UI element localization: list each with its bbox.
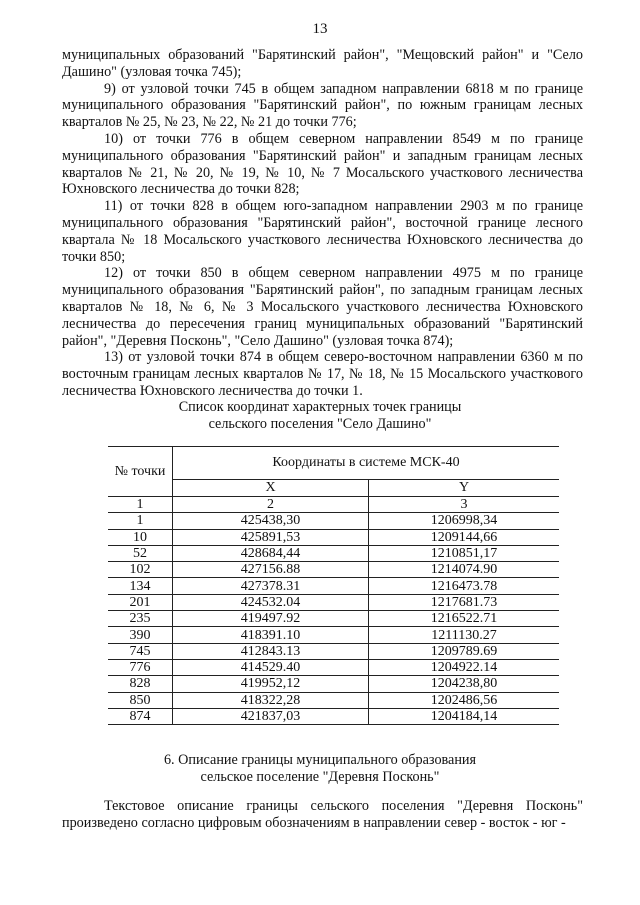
point-cell: 52 (108, 545, 173, 561)
table-row (108, 545, 559, 561)
y-cell: 1216473.78 (369, 578, 560, 594)
header-y: Y (369, 479, 560, 496)
x-cell: 424532.04 (173, 594, 369, 610)
y-cell: 1204922.14 (369, 659, 560, 675)
x-cell: 425438,30 (173, 513, 369, 529)
section-title-line-2: сельское поселение "Деревня Посконь" (200, 769, 440, 785)
column-number-row (108, 497, 559, 513)
column-number: 2 (173, 497, 369, 513)
paragraph-item-13: 13) от узловой точки 874 в общем северо-восточном направлении 6360 м по восточным границам лесных кварталов № 17, № 18, № 15 Мосальского участкового лесничества Юхновского лесничества до точки 1. (62, 349, 583, 399)
y-cell: 1210851,17 (369, 545, 560, 561)
table-row (108, 513, 559, 529)
y-cell: 1209144,66 (369, 529, 560, 545)
table-row (108, 627, 559, 643)
x-cell: 418391.10 (173, 627, 369, 643)
point-cell: 102 (108, 562, 173, 578)
header-coordinate-system: Координаты в системе МСК-40 (173, 447, 560, 480)
y-cell: 1216522.71 (369, 611, 560, 627)
y-cell: 1211130.27 (369, 627, 560, 643)
table-row (108, 562, 559, 578)
coordinates-table (108, 446, 559, 725)
point-cell: 390 (108, 627, 173, 643)
y-cell: 1204238,80 (369, 676, 560, 692)
table-row (108, 529, 559, 545)
page-number: 13 (312, 21, 328, 37)
point-cell: 10 (108, 529, 173, 545)
table-row (108, 676, 559, 692)
x-cell: 414529.40 (173, 659, 369, 675)
header-point-number: № точки (108, 447, 173, 497)
point-cell: 235 (108, 611, 173, 627)
point-cell: 201 (108, 594, 173, 610)
y-cell: 1214074.90 (369, 562, 560, 578)
point-cell: 828 (108, 676, 173, 692)
section-title-line-1: 6. Описание границы муниципального образования (163, 752, 477, 768)
table-caption (0, 399, 640, 433)
section-6-title (0, 752, 640, 786)
x-cell: 412843.13 (173, 643, 369, 659)
point-cell: 745 (108, 643, 173, 659)
point-cell: 1 (108, 513, 173, 529)
y-cell: 1206998,34 (369, 513, 560, 529)
y-cell: 1217681.73 (369, 594, 560, 610)
y-cell: 1209789.69 (369, 643, 560, 659)
x-cell: 419497.92 (173, 611, 369, 627)
x-cell: 419952,12 (173, 676, 369, 692)
paragraph-item-10: 10) от точки 776 в общем северном направлении 8549 м по границе муниципального образования "Барятинский район" и западным границам лесных кварталов № 21, № 20, № 19, № 10, № 7 Мосальского участкового лесничества Юхновского лесничества до точки 828; (62, 130, 583, 198)
y-cell: 1202486,56 (369, 692, 560, 708)
paragraph-item-9: 9) от узловой точки 745 в общем западном направлении 6818 м по границе муниципального образования "Барятинский район", по южным границам лесных кварталов № 25, № 23, № 22, № 21 до точки 776; (62, 80, 583, 131)
table-row (108, 578, 559, 594)
column-number: 1 (108, 497, 173, 513)
x-cell: 428684,44 (173, 545, 369, 561)
table-caption-line-1: Список координат характерных точек границы (178, 399, 462, 415)
point-cell: 850 (108, 692, 173, 708)
point-cell: 134 (108, 578, 173, 594)
section-6-body: Текстовое описание границы сельского поселения "Деревня Посконь" произведено согласно цифровым обозначениям в направлении север - восток - юг - (62, 798, 583, 831)
table-row (108, 692, 559, 708)
point-cell: 776 (108, 659, 173, 675)
table-row (108, 594, 559, 610)
point-cell: 874 (108, 708, 173, 724)
x-cell: 418322,28 (173, 692, 369, 708)
header-x: X (173, 479, 369, 496)
boundary-description (62, 47, 583, 400)
paragraph-item-12: 12) от точки 850 в общем северном направлении 4975 м по границе муниципального образования "Барятинский район", по западным границам лесных кварталов № 18, № 6, № 3 Мосальского участкового лесничества Юхновского лесничества до пересечения границ муниципальных образований "Барятинский район", "Деревня Посконь", "Село Дашино" (узловая точка 874); (62, 265, 583, 349)
table-caption-line-2: сельского поселения "Село Дашино" (208, 416, 432, 432)
paragraph-continuation: муниципальных образований "Барятинский район", "Мещовский район" и "Село Дашино" (узловая точка 745); (62, 47, 583, 80)
table-row (108, 611, 559, 627)
paragraph-item-11: 11) от точки 828 в общем юго-западном направлении 2903 м по границе муниципального образования "Барятинский район", восточной границе лесного квартала № 18 Мосальского участкового лесничества Юхновского лесничества до точки 850; (62, 198, 583, 265)
table-row (108, 708, 559, 724)
y-cell: 1204184,14 (369, 708, 560, 724)
column-number: 3 (369, 497, 560, 513)
x-cell: 421837,03 (173, 708, 369, 724)
table-row (108, 643, 559, 659)
x-cell: 427378.31 (173, 578, 369, 594)
x-cell: 427156.88 (173, 562, 369, 578)
x-cell: 425891,53 (173, 529, 369, 545)
table-row (108, 659, 559, 675)
